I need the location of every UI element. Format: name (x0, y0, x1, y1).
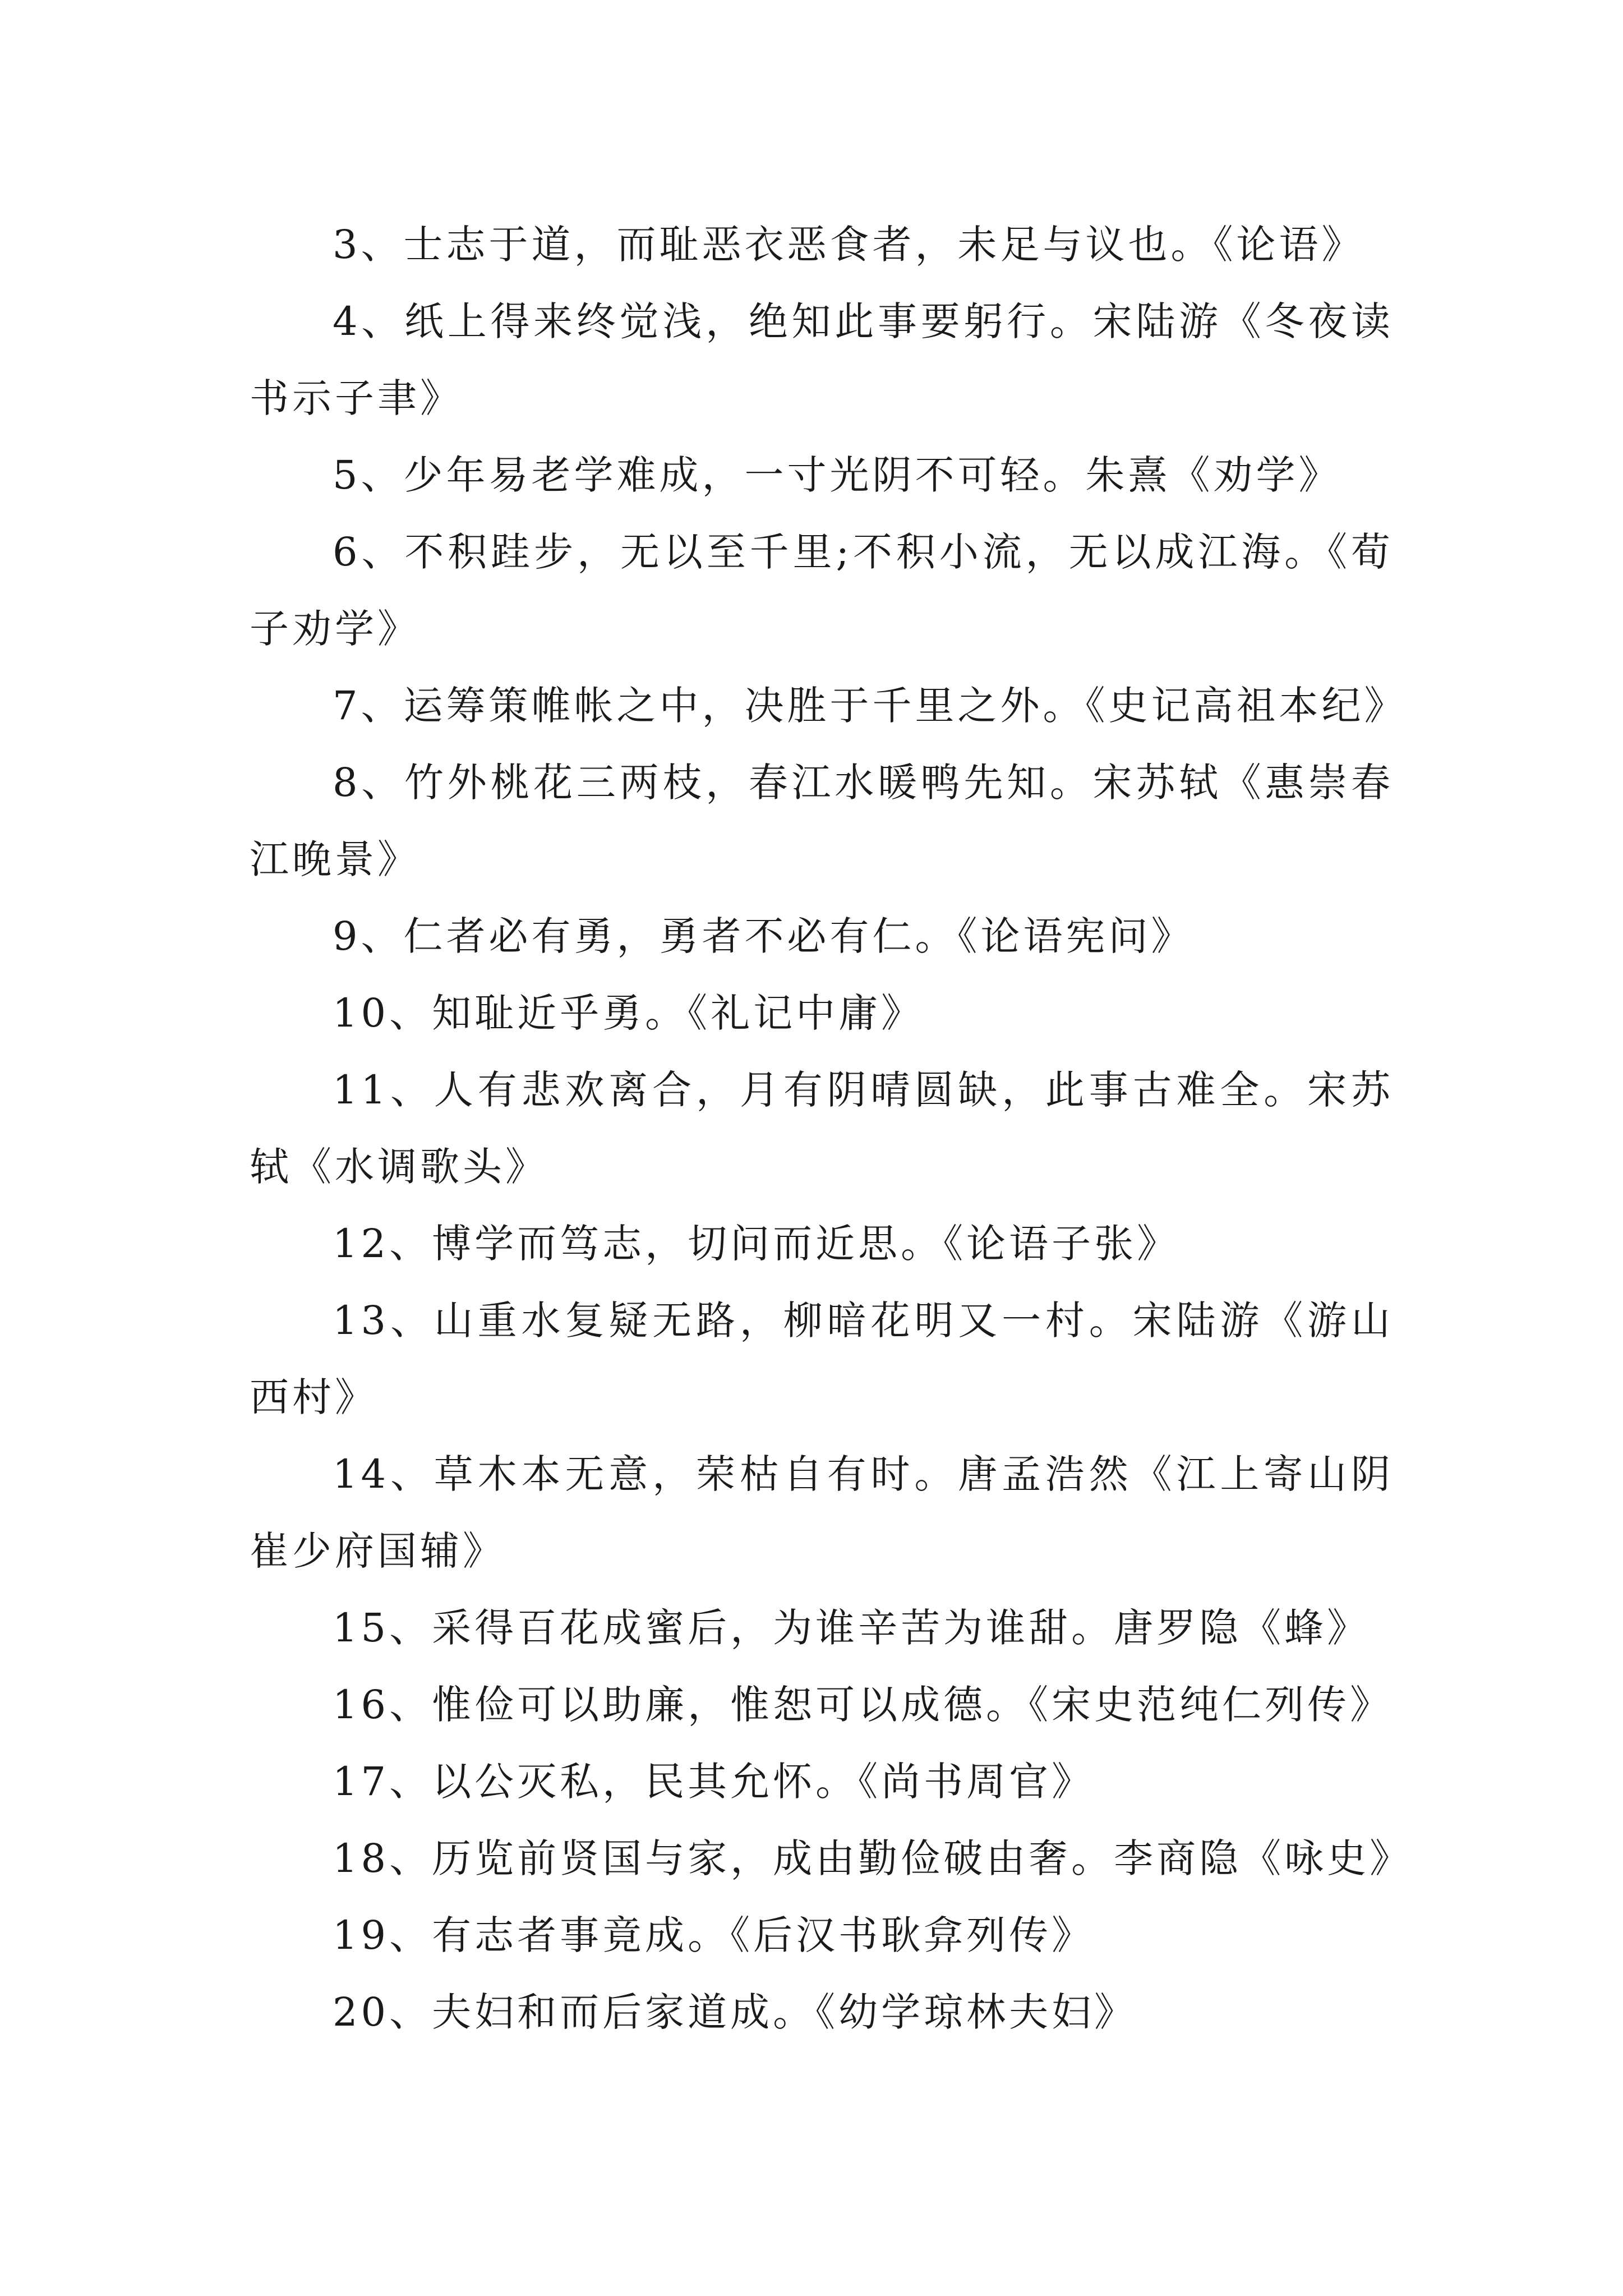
quote-entry-5: 5、少年易老学难成，一寸光阴不可轻。朱熹《劝学》 (333, 452, 1341, 498)
quote-entry-13: 13、山重水复疑无路，柳暗花明又一村。宋陆游《游山西村》 (250, 1297, 1394, 1420)
quote-entry-16: 16、惟俭可以助廉，惟恕可以成德。《宋史范纯仁列传》 (333, 1682, 1393, 1728)
document-body (250, 206, 1413, 2051)
quote-entry-9: 9、仁者必有勇，勇者不必有仁。《论语宪问》 (333, 913, 1194, 959)
quote-entry-17: 17、以公灭私，民其允怀。《尚书周官》 (333, 1759, 1095, 1805)
quote-entry-14: 14、草木本无意，荣枯自有时。唐孟浩然《江上寄山阴崔少府国辅》 (250, 1451, 1394, 1574)
quote-entry-18: 18、历览前贤国与家，成由勤俭破由奢。李商隐《咏史》 (333, 1835, 1413, 1881)
quote-entry-19: 19、有志者事竟成。《后汉书耿弇列传》 (333, 1912, 1095, 1958)
quote-entry-3: 3、士志于道，而耻恶衣恶食者，未足与议也。《论语》 (333, 222, 1364, 268)
quote-entry-10: 10、知耻近乎勇。《礼记中庸》 (333, 990, 924, 1036)
quote-entry-6: 6、不积跬步，无以至千里;不积小流，无以成江海。《荀子劝学》 (250, 529, 1394, 652)
quote-entry-4: 4、纸上得来终觉浅，绝知此事要躬行。宋陆游《冬夜读书示子聿》 (250, 298, 1394, 421)
quote-entry-12: 12、博学而笃志，切问而近思。《论语子张》 (333, 1221, 1180, 1267)
quote-entry-7: 7、运筹策帷帐之中，决胜于千里之外。《史记高祖本纪》 (333, 683, 1407, 729)
quote-entry-15: 15、采得百花成蜜后，为谁辛苦为谁甜。唐罗隐《蜂》 (333, 1605, 1370, 1651)
quote-entry-8: 8、竹外桃花三两枝，春江水暖鸭先知。宋苏轼《惠崇春江晚景》 (250, 760, 1394, 882)
quote-entry-20: 20、夫妇和而后家道成。《幼学琼林夫妇》 (333, 1989, 1137, 2035)
quote-entry-11: 11、人有悲欢离合，月有阴晴圆缺，此事古难全。宋苏轼《水调歌头》 (250, 1067, 1394, 1190)
